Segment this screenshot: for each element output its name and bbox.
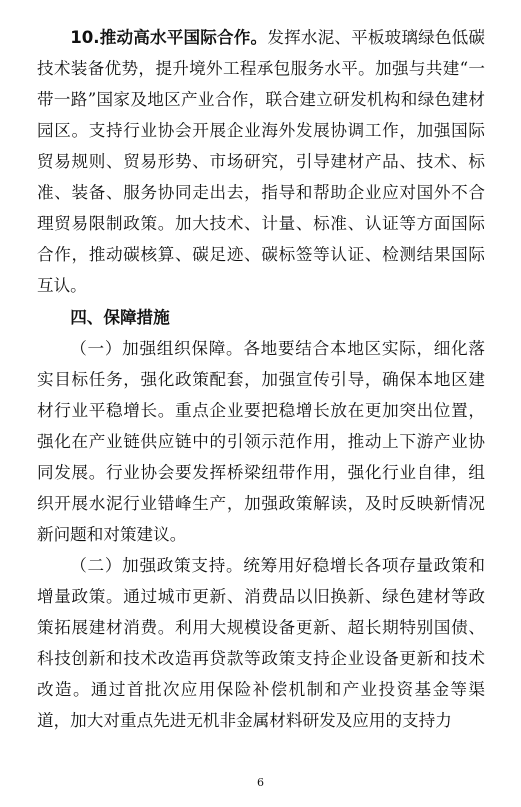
- section-heading-text: 四、保障措施: [70, 308, 170, 327]
- paragraph-body: 发挥水泥、平板玻璃绿色低碳技术装备优势，提升境外工程承包服务水平。加强与共建“一带一路”国家及地区产业合作，联合建立研发机构和绿色建材园区。支持行业协会开展企业海外发展协调工作，加强国际贸易规则、贸易形势、市场研究，引导建材产品、技术、标准、装备、服务协同走出去，指导和帮助企业应对国外不合理贸易限制政策。加大技术、计量、标准、认证等方面国际合作，推动碳核算、碳足迹、碳标签等认证、检测结果国际互认。: [37, 28, 486, 295]
- paragraph-lead: 10.推动高水平国际合作。: [70, 28, 268, 47]
- paragraph-body: 各地要结合本地区实际，细化落实目标任务，强化政策配套，加强宣传引导，确保本地区建材行业平稳增长。重点企业要把稳增长放在更加突出位置，强化在产业链供应链中的引领示范作用，推动上下游产业协同发展。行业协会要发挥桥梁纽带作用，强化行业自律，组织开展水泥行业错峰生产，加强政策解读，及时反映新情况新问题和对策建议。: [37, 339, 486, 544]
- paragraph-international-cooperation: [37, 22, 485, 301]
- section-heading: [37, 302, 485, 333]
- paragraph-lead: （一）加强组织保障。: [70, 339, 244, 358]
- paragraph-policy-support: [37, 550, 485, 736]
- paragraph-lead: （二）加强政策支持。: [70, 556, 244, 575]
- paragraph-body: 统筹用好稳增长各项存量政策和增量政策。通过城市更新、消费品以旧换新、绿色建材等政策拓展建材消费。利用大规模设备更新、超长期特别国债、科技创新和技术改造再贷款等政策支持企业设备更新和技术改造。通过首批次应用保险补偿机制和产业投资基金等渠道，加大对重点先进无机非金属材料研发及应用的支持力: [37, 556, 486, 730]
- paragraph-organization-guarantee: [37, 333, 485, 550]
- page-number: 6: [257, 776, 264, 789]
